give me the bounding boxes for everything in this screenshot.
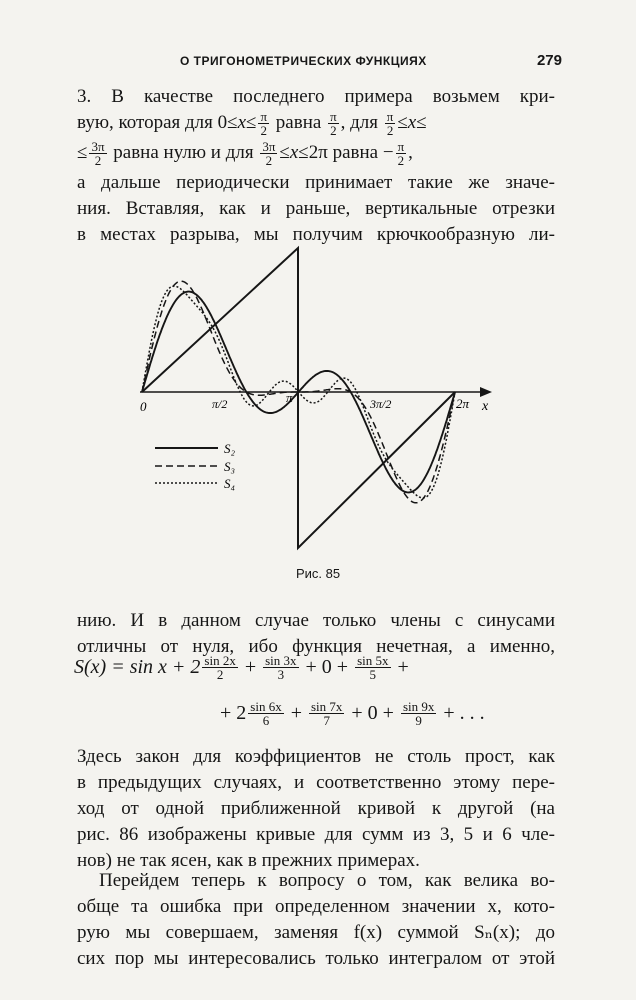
legend-label-s2: S₂ <box>224 441 236 456</box>
text-line-with-fractions: вую, которая для 0≤x≤ $\frac{\pi}{2}$ равна $\frac{\pi}{2}$ , для $\frac{\pi}{2}$ ≤x≤ <box>77 110 427 139</box>
fraction: $\frac{\sin 5x}{5}$ <box>357 653 389 682</box>
fraction: $\frac{\pi}{2}$ <box>386 110 394 139</box>
page-number: 279 <box>536 52 562 69</box>
text-line: сих пор мы интересовались только интегралом от этой <box>77 948 555 969</box>
text-line: рую мы совершаем, заменяя f(x) суммой Sₙ(x); до <box>77 922 555 943</box>
formula-line-1: S(x) = sin x + 2 $\frac{\sin 2x}{2}$ + $\frac{\sin 3x}{3}$ + 0 + $\frac{\sin 5x}{5}$ + <box>74 653 409 682</box>
paragraph-coefficients <box>77 744 555 874</box>
text-line: в предыдущих случаях, и соответственно этому пере- <box>77 772 555 793</box>
figure-85 <box>120 236 500 556</box>
fraction: $\frac{\pi}{2}$ <box>330 110 337 139</box>
text-line: Перейдем теперь к вопросу о том, как велика во- <box>99 870 555 891</box>
axis-label-x: x <box>482 399 489 414</box>
fraction: $\frac{\pi}{2}$ <box>260 110 268 139</box>
text-line: ход от одной приближенной кривой к другой (на <box>77 798 555 819</box>
text-line: отличны от нуля, ибо функция нечетная, а именно, <box>77 636 555 657</box>
axis-label-pi-half: π/2 <box>212 397 228 411</box>
axis-label-2pi: 2π <box>456 396 470 411</box>
fraction: $\frac{\sin 2x}{2}$ <box>204 653 236 682</box>
paragraph-error <box>77 868 555 972</box>
text-line: а дальше периодически принимает такие же значе- <box>77 172 555 193</box>
axis-label-pi: π <box>286 390 293 405</box>
fraction: $\frac{\sin 7x}{7}$ <box>310 699 343 728</box>
text-line: обще та ошибка при определенном значении x, кото- <box>77 896 555 917</box>
fraction: $\frac{3\pi}{2}$ <box>91 140 105 169</box>
running-title: О ТРИГОНОМЕТРИЧЕСКИХ ФУНКЦИЯХ <box>180 54 427 68</box>
fourier-graph <box>120 236 500 556</box>
running-header <box>180 52 580 74</box>
axis-label-3pi-half: 3π/2 <box>370 397 392 411</box>
text-line: нию. И в данном случае только члены с синусами <box>77 610 555 631</box>
figure-caption: Рис. 85 <box>295 566 341 581</box>
fraction: $\frac{\sin 6x}{6}$ <box>250 699 282 728</box>
text-line: в местах разрыва, мы получим крючкообразную ли- <box>77 224 555 245</box>
text-line-with-fractions: ≤ $\frac{3\pi}{2}$ равна нулю и для $\frac{3\pi}{2}$ ≤x≤2π равна − $\frac{\pi}{2}$ , <box>77 140 413 169</box>
fraction: $\frac{\sin 3x}{3}$ <box>265 653 297 682</box>
axis-arrow-icon <box>480 387 492 397</box>
fraction: $\frac{\sin 9x}{9}$ <box>402 699 435 728</box>
text-line: 3. В качестве последнего примера возьмем кри- <box>77 86 555 107</box>
legend-label-s3: S₃ <box>224 459 236 474</box>
text-line: Здесь закон для коэффициентов не столь прост, как <box>77 746 555 767</box>
axis-label-0: 0 <box>140 399 147 414</box>
body-paragraph <box>77 608 555 660</box>
step-function-lower <box>298 392 455 548</box>
text-line: рис. 86 изображены кривые для сумм из 3, 5 и 6 чле- <box>77 824 555 845</box>
text-line: ния. Вставляя, как и раньше, вертикальные отрезки <box>77 198 555 219</box>
fraction: $\frac{\pi}{2}$ <box>397 140 405 169</box>
formula-line-2: + 2 $\frac{\sin 6x}{6}$ + $\frac{\sin 7x}{7}$ + 0 + $\frac{\sin 9x}{9}$ + . . . <box>220 699 485 728</box>
intro-paragraph <box>77 84 555 248</box>
fraction: $\frac{3\pi}{2}$ <box>262 140 276 169</box>
text-line: нов) не так ясен, как в прежних примерах. <box>77 850 420 871</box>
legend-label-s4: S₄ <box>224 476 236 491</box>
